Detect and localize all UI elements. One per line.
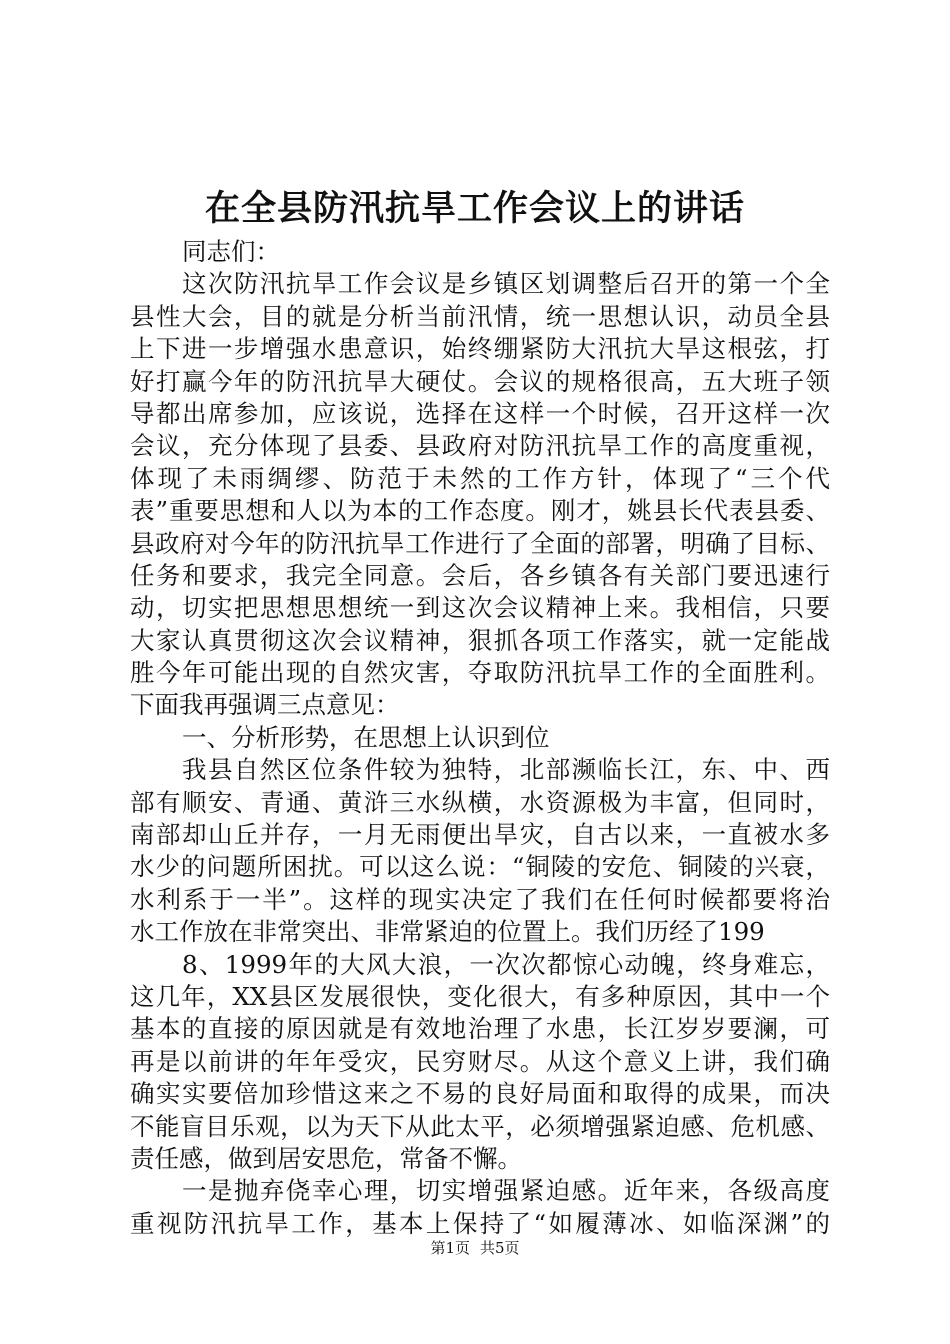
greeting-line: 同志们： bbox=[182, 237, 280, 266]
paragraph-line: 8、1999年的大风大浪，一次次都惊心动魄，终身难忘， bbox=[182, 949, 830, 979]
paragraph-line: 这几年，XX县区发展很快，变化很大，有多种原因，其中一个 bbox=[130, 981, 830, 1011]
page-number: 第1页 bbox=[430, 1239, 470, 1257]
paragraph-line: 导都出席参加，应该说，选择在这样一个时候，召开这样一次 bbox=[130, 398, 830, 428]
paragraph-line: 任务和要求，我完全同意。会后，各乡镇各有关部门要迅速行 bbox=[130, 560, 830, 590]
paragraph-line: 这次防汛抗旱工作会议是乡镇区划调整后召开的第一个全 bbox=[182, 269, 830, 299]
paragraph-line: 体现了未雨绸缪、防范于未然的工作方针，体现了“三个代 bbox=[130, 463, 830, 493]
document-body bbox=[130, 236, 830, 1240]
paragraph-line: 重视防汛抗旱工作，基本上保持了“如履薄冰、如临深渊”的 bbox=[130, 1208, 830, 1238]
section-heading: 一、分析形势，在思想上认识到位 bbox=[182, 722, 550, 752]
paragraph-line: 会议，充分体现了县委、县政府对防汛抗旱工作的高度重视， bbox=[130, 431, 830, 461]
paragraph-line: 再是以前讲的年年受灾，民穷财尽。从这个意义上讲，我们确 bbox=[130, 1046, 830, 1076]
paragraph-line: 水少的问题所困扰。可以这么说：“铜陵的安危、铜陵的兴衰， bbox=[130, 852, 830, 882]
page-footer bbox=[0, 1238, 950, 1258]
paragraph-line: 部有顺安、青通、黄浒三水纵横，水资源极为丰富，但同时， bbox=[130, 787, 830, 817]
paragraph-line: 确实实要倍加珍惜这来之不易的良好局面和取得的成果，而决 bbox=[130, 1079, 830, 1109]
paragraph-line: 好打赢今年的防汛抗旱大硬仗。会议的规格很高，五大班子领 bbox=[130, 366, 830, 396]
paragraph-line: 表”重要思想和人以为本的工作态度。刚才，姚县长代表县委、 bbox=[130, 496, 830, 526]
document-title: 在全县防汛抗旱工作会议上的讲话 bbox=[204, 188, 745, 229]
paragraph-line: 上下进一步增强水患意识，始终绷紧防大汛抗大旱这根弦，打 bbox=[130, 334, 830, 364]
paragraph-line: 下面我再强调三点意见： bbox=[130, 690, 400, 720]
paragraph-line: 县性大会，目的就是分析当前汛情，统一思想认识，动员全县 bbox=[130, 301, 830, 331]
paragraph-line: 水利系于一半”。这样的现实决定了我们在任何时候都要将治 bbox=[130, 884, 830, 914]
page-total: 共5页 bbox=[480, 1239, 520, 1257]
paragraph-line: 胜今年可能出现的自然灾害，夺取防汛抗旱工作的全面胜利。 bbox=[130, 658, 830, 688]
paragraph-line: 县政府对今年的防汛抗旱工作进行了全面的部署，明确了目标、 bbox=[130, 528, 830, 558]
paragraph-line: 动，切实把思想思想统一到这次会议精神上来。我相信，只要 bbox=[130, 593, 830, 623]
paragraph-line: 不能盲目乐观，以为天下从此太平，必须增强紧迫感、危机感、 bbox=[130, 1111, 830, 1141]
paragraph-line: 南部却山丘并存，一月无雨便出旱灾，自古以来，一直被水多 bbox=[130, 820, 830, 850]
paragraph-line: 水工作放在非常突出、非常紧迫的位置上。我们历经了199 bbox=[130, 917, 765, 947]
paragraph-line: 大家认真贯彻这次会议精神，狠抓各项工作落实，就一定能战 bbox=[130, 625, 830, 655]
paragraph-line: 一是抛弃侥幸心理，切实增强紧迫感。近年来，各级高度 bbox=[182, 1176, 830, 1206]
paragraph-line: 我县自然区位条件较为独特，北部濒临长江，东、中、西 bbox=[182, 755, 830, 785]
paragraph-line: 基本的直接的原因就是有效地治理了水患，长江岁岁要澜，可 bbox=[130, 1014, 830, 1044]
paragraph-line: 责任感，做到居安思危，常备不懈。 bbox=[130, 1143, 522, 1173]
